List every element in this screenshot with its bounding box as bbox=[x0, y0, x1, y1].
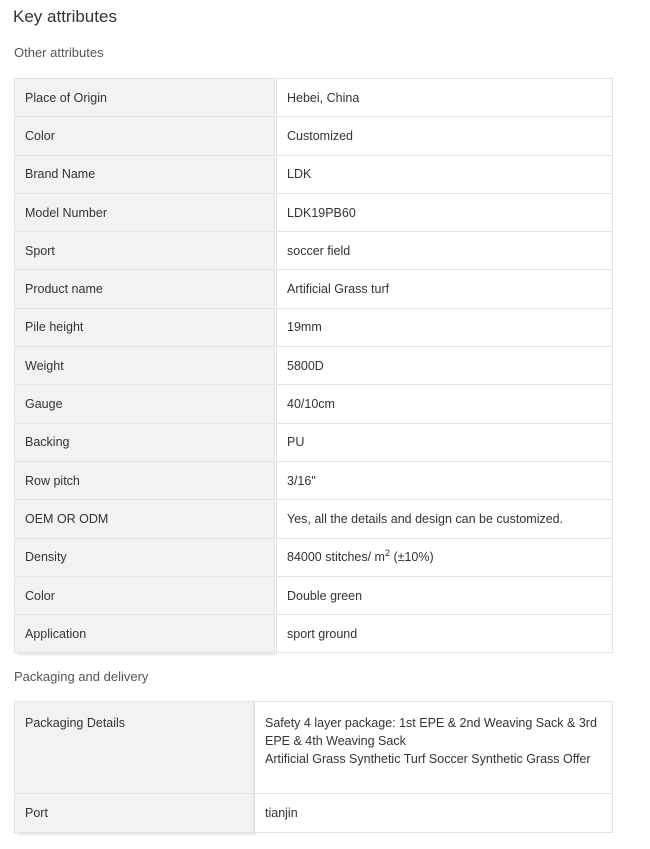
attribute-key: Pile height bbox=[15, 308, 275, 346]
attribute-value bbox=[277, 538, 613, 576]
attribute-value: PU bbox=[277, 423, 613, 461]
page-title: Key attributes bbox=[13, 7, 117, 26]
attribute-value: 40/10cm bbox=[277, 385, 613, 423]
attribute-key: Gauge bbox=[15, 385, 275, 423]
section-heading-other-attributes: Other attributes bbox=[14, 45, 104, 60]
attribute-value: 5800D bbox=[277, 347, 613, 385]
attribute-key: Color bbox=[15, 576, 275, 614]
attribute-key: Row pitch bbox=[15, 461, 275, 499]
attribute-key: Place of Origin bbox=[15, 79, 275, 117]
packaging-details-line-1: Safety 4 layer package: 1st EPE & 2nd Weaving Sack & 3rd EPE & 4th Weaving Sack bbox=[265, 716, 597, 748]
table-row bbox=[15, 193, 613, 231]
table-row bbox=[15, 117, 613, 155]
density-value: 84000 stitches/ m bbox=[287, 550, 385, 565]
attribute-key: Color bbox=[15, 117, 275, 155]
table-row bbox=[15, 576, 613, 614]
attribute-value: Hebei, China bbox=[277, 79, 613, 117]
packaging-details-line-2: Artificial Grass Synthetic Turf Soccer Synthetic Grass Offer bbox=[265, 752, 591, 766]
attribute-key: Model Number bbox=[15, 193, 275, 231]
table-row bbox=[15, 155, 613, 193]
attribute-value: Customized bbox=[277, 117, 613, 155]
attribute-key: Brand Name bbox=[15, 155, 275, 193]
table-row bbox=[15, 461, 613, 499]
attribute-value: sport ground bbox=[277, 615, 613, 653]
attribute-value: LDK bbox=[277, 155, 613, 193]
attribute-key: Density bbox=[15, 538, 275, 576]
table-row bbox=[15, 702, 613, 794]
attribute-key: Weight bbox=[15, 347, 275, 385]
table-row bbox=[15, 615, 613, 653]
attribute-value: Artificial Grass turf bbox=[277, 270, 613, 308]
table-row bbox=[15, 232, 613, 270]
table-row bbox=[15, 500, 613, 538]
attribute-value: tianjin bbox=[255, 794, 613, 833]
section-heading-packaging-delivery: Packaging and delivery bbox=[14, 669, 149, 684]
table-row bbox=[15, 347, 613, 385]
table-row bbox=[15, 423, 613, 461]
table-row bbox=[15, 794, 613, 833]
packaging-delivery-table bbox=[14, 701, 613, 833]
attribute-value bbox=[255, 702, 613, 794]
attribute-key: Port bbox=[15, 794, 254, 833]
attribute-value: LDK19PB60 bbox=[277, 193, 613, 231]
attribute-value: Double green bbox=[277, 576, 613, 614]
density-tolerance: (±10%) bbox=[389, 550, 434, 565]
attribute-key: Product name bbox=[15, 270, 275, 308]
attribute-key: Application bbox=[15, 615, 275, 653]
attribute-key: OEM OR ODM bbox=[15, 500, 275, 538]
density-superscript: 2 bbox=[384, 548, 390, 559]
attribute-key: Sport bbox=[15, 232, 275, 270]
attribute-value: 19mm bbox=[277, 308, 613, 346]
table-row bbox=[15, 538, 613, 576]
table-row bbox=[15, 308, 613, 346]
table-row bbox=[15, 270, 613, 308]
attribute-key: Backing bbox=[15, 423, 275, 461]
table-row bbox=[15, 79, 613, 117]
attribute-value: 3/16" bbox=[277, 461, 613, 499]
attribute-key: Packaging Details bbox=[15, 702, 254, 794]
attribute-value: soccer field bbox=[277, 232, 613, 270]
table-row bbox=[15, 385, 613, 423]
other-attributes-table bbox=[14, 78, 613, 653]
attribute-value: Yes, all the details and design can be customized. bbox=[277, 500, 613, 538]
